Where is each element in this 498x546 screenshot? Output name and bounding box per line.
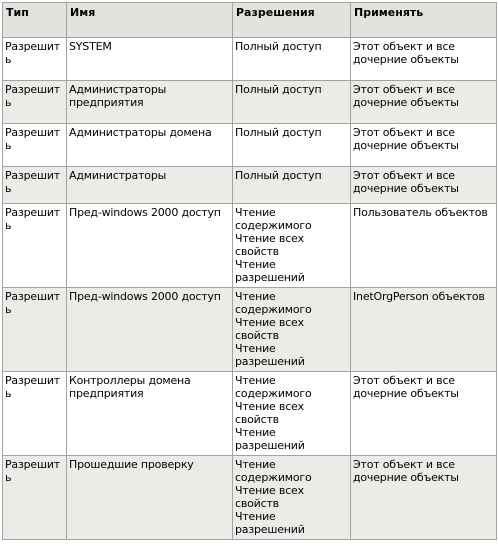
cell-apply: Этот объект и все дочерние объекты bbox=[351, 124, 497, 167]
cell-name: Прошедшие проверку bbox=[67, 456, 233, 540]
permission-item: Полный доступ bbox=[235, 83, 322, 96]
table-row bbox=[3, 204, 497, 288]
cell-permissions bbox=[233, 456, 351, 540]
column-header-name: Имя bbox=[67, 3, 233, 38]
permission-item: Чтение разрешений bbox=[235, 426, 305, 452]
cell-name: Администраторы домена bbox=[67, 124, 233, 167]
cell-apply: Этот объект и все дочерние объекты bbox=[351, 81, 497, 124]
permission-item: Чтение разрешений bbox=[235, 258, 305, 284]
cell-apply: Этот объект и все дочерние объекты bbox=[351, 372, 497, 456]
header-row bbox=[3, 3, 497, 38]
cell-type: Разрешить bbox=[3, 38, 67, 81]
cell-name: Пред-windows 2000 доступ bbox=[67, 288, 233, 372]
cell-type: Разрешить bbox=[3, 204, 67, 288]
cell-permissions bbox=[233, 167, 351, 204]
cell-type: Разрешить bbox=[3, 456, 67, 540]
cell-permissions bbox=[233, 124, 351, 167]
cell-name: Администраторы bbox=[67, 167, 233, 204]
permission-item: Полный доступ bbox=[235, 126, 322, 139]
table-row bbox=[3, 288, 497, 372]
table-row bbox=[3, 38, 497, 81]
permission-item: Полный доступ bbox=[235, 40, 322, 53]
column-header-apply: Применять bbox=[351, 3, 497, 38]
cell-apply: Этот объект и все дочерние объекты bbox=[351, 167, 497, 204]
table-row bbox=[3, 456, 497, 540]
cell-apply: Этот объект и все дочерние объекты bbox=[351, 38, 497, 81]
cell-type: Разрешить bbox=[3, 124, 67, 167]
permission-item: Полный доступ bbox=[235, 169, 322, 182]
cell-type: Разрешить bbox=[3, 288, 67, 372]
cell-name: Администраторы предприятия bbox=[67, 81, 233, 124]
table-row bbox=[3, 81, 497, 124]
permissions-table bbox=[2, 2, 497, 540]
cell-apply: InetOrgPerson объектов bbox=[351, 288, 497, 372]
cell-permissions bbox=[233, 38, 351, 81]
cell-permissions bbox=[233, 288, 351, 372]
permission-item: Чтение всех свойств bbox=[235, 400, 304, 426]
column-header-type: Тип bbox=[3, 3, 67, 38]
permission-item: Чтение всех свойств bbox=[235, 232, 304, 258]
permission-item: Чтение всех свойств bbox=[235, 316, 304, 342]
permission-item: Чтение содержимого bbox=[235, 206, 312, 232]
cell-name: SYSTEM bbox=[67, 38, 233, 81]
permission-item: Чтение содержимого bbox=[235, 290, 312, 316]
permission-item: Чтение содержимого bbox=[235, 374, 312, 400]
cell-type: Разрешить bbox=[3, 167, 67, 204]
cell-name: Пред-windows 2000 доступ bbox=[67, 204, 233, 288]
table-row bbox=[3, 372, 497, 456]
column-header-permissions: Разрешения bbox=[233, 3, 351, 38]
cell-permissions bbox=[233, 204, 351, 288]
cell-type: Разрешить bbox=[3, 372, 67, 456]
cell-apply: Этот объект и все дочерние объекты bbox=[351, 456, 497, 540]
permission-item: Чтение разрешений bbox=[235, 510, 305, 536]
cell-name: Контроллеры домена предприятия bbox=[67, 372, 233, 456]
cell-type: Разрешить bbox=[3, 81, 67, 124]
cell-permissions bbox=[233, 81, 351, 124]
permission-item: Чтение содержимого bbox=[235, 458, 312, 484]
cell-permissions bbox=[233, 372, 351, 456]
table-row bbox=[3, 167, 497, 204]
cell-apply: Пользователь объектов bbox=[351, 204, 497, 288]
permission-item: Чтение разрешений bbox=[235, 342, 305, 368]
permission-item: Чтение всех свойств bbox=[235, 484, 304, 510]
table-row bbox=[3, 124, 497, 167]
